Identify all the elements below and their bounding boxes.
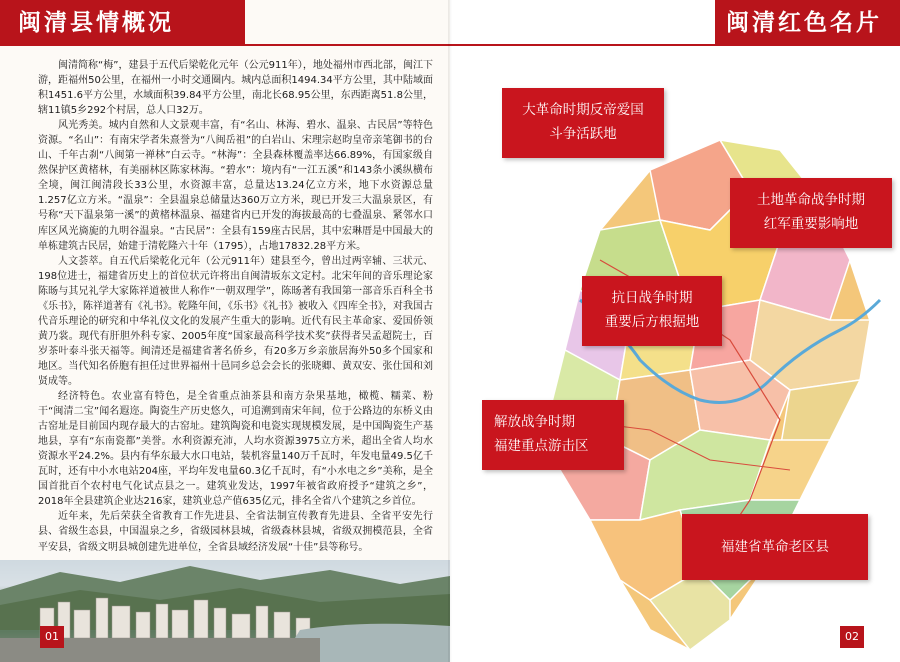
card-line-1: 抗日战争时期: [611, 290, 693, 306]
card-line-1: 解放战争时期: [494, 414, 575, 430]
paragraph-honors: 近年来，先后荣获全省教育工作先进县、全省法制宣传教育先进县、全省平安先行县、省级生态县，中国温泉之乡，省级园林县城，省级森林县城，省级双拥模范县，全省平安县，省级文明县城创建先进单位，全省县域经济发展“十佳”县等称号。: [38, 511, 433, 553]
red-card-anti-japanese-war: [582, 276, 722, 346]
paragraph-intro: 闽清简称“梅”，建县于五代后梁乾化元年（公元911年），地处福州市西北部，闽江下游，距福州50公里，在福州一小时交通圈内。城内总面积1494.34平方公里，其中陆域面积1451.6平方公里，水域面积39.84平方公里，南北长68.95公里，东西距离51.8公里，辖11镇5乡292个村居，总人口32万。: [38, 60, 433, 117]
red-card-great-revolution: [502, 88, 664, 158]
header-rule-right: [450, 44, 715, 46]
header-rule-left: [245, 44, 450, 46]
page-title-left: 闽清县情概况: [0, 0, 245, 46]
red-card-land-revolution: [730, 178, 892, 248]
town-photo-illustration: [0, 560, 450, 662]
card-line-1: 大革命时期反帝爱国: [522, 102, 644, 118]
card-line-1: 土地革命战争时期: [757, 192, 865, 208]
card-line-2: 重要后方根据地: [604, 314, 700, 330]
red-card-old-revolutionary-base: [682, 514, 868, 580]
page-title-right: 闽清红色名片: [715, 0, 900, 46]
paragraph-scenery: 风光秀美。城内自然和人文景观丰富，有“名山、林海、碧水、温泉、古民居”等特色资源。“名山”：有南宋学者朱熹誉为“八闽岳祖”的白岩山、宋理宗赵昀皇帝亲笔御书的台山、千年古刹“八闽第一禅林”白云寺。“林海”：全县森林覆盖率达66.89%，有国家级自然保护区黄楮林，有美丽林区陈家林海。“碧水”：境内有“一江五溪”和143条小溪纵横布全境，闽江闽清段长33公里，水资源丰富，总量达13.24亿立方米，地下水资源总量1.257亿立方米。“温泉”：全县温泉总储量达360万立方米，现已开发三大温泉景区，有号称“天下温泉第一溪”的黄楮林温泉、福建省内已开发的海拔最高的七叠温泉、紧邻水口库区风光旖旎的九明谷温泉。“古民居”：全县有159座古民居，其中宏琳厝是中国最大的单栋建筑古民居，始建于清乾隆六十年（1795），占地17832.28平方米。: [38, 120, 433, 252]
card-line-2: 福建重点游击区: [494, 438, 589, 454]
red-card-liberation-war: [482, 400, 624, 470]
paragraph-economy: 经济特色。农业富有特色，是全省重点油茶县和南方杂果基地，橄榄、糯菜、粉干“闽清二宝”闻名遐迩。陶瓷生产历史悠久，可追溯到南宋年间，位于公路边的东桥义由古窑址是目前国内现存最大的古窑址。建筑陶瓷和电瓷实现规模发展，是中国陶瓷生产基地县，享有“东南瓷都”美誉。水利资源充沛，人均水资源3975立方米，超出全省人均水资源水平24.2%。县内有华东最大水口电站，装机容量140万千瓦时，年发电量49.5亿千瓦时，还有中小水电站204座，平均年发电量60.3亿千瓦时，有“小水电之乡”美称，是全国首批百个农村电气化试点县之一。建筑业发达，1997年被省政府授予“建筑之乡”，2018年全县建筑企业达216家，建筑业总产值635亿元，排名全省八个建筑之乡首位。: [38, 391, 433, 508]
book-spine: [448, 0, 452, 662]
paragraph-culture: 人文荟萃。自五代后梁乾化元年（公元911年）建县至今，曾出过两宰辅、三状元、198位进士，福建省历史上的首位状元许将出自闽清坂东文定村。北宋年间的音乐理论家陈旸与其兄礼学大家陈祥道被世人称作“一朝双理学”，陈旸著有我国第一部音乐百科全书《乐书》，陈祥道著有《礼书》。乾隆年间，《乐书》《礼书》被收入《四库全书》，对我国古代音乐理论的研究和中华礼仪文化的发展产生重大的影响。近代有民主革命家、爱国侨领黄乃裳。现代有肝胆外科专家、2005年度“国家最高科学技术奖”获得者吴孟超院士，百岁茶叶泰斗张天福等。闽清还是福建省著名侨乡，有20多万乡亲旅居海外50多个国家和地区。当代知名侨胞有担任过世界福州十邑同乡总会会长的张晓卿、黄双安、张仕国和刘贤成等。: [38, 255, 433, 387]
page-number-right: 02: [840, 626, 864, 648]
right-page: [450, 0, 900, 662]
card-line-1: 福建省革命老区县: [721, 539, 829, 555]
town-photo: [0, 560, 450, 662]
county-overview-text: [38, 58, 433, 555]
card-line-2: 斗争活跃地: [549, 126, 617, 142]
page-number-left: 01: [40, 626, 64, 648]
card-line-2: 红军重要影响地: [763, 216, 859, 232]
